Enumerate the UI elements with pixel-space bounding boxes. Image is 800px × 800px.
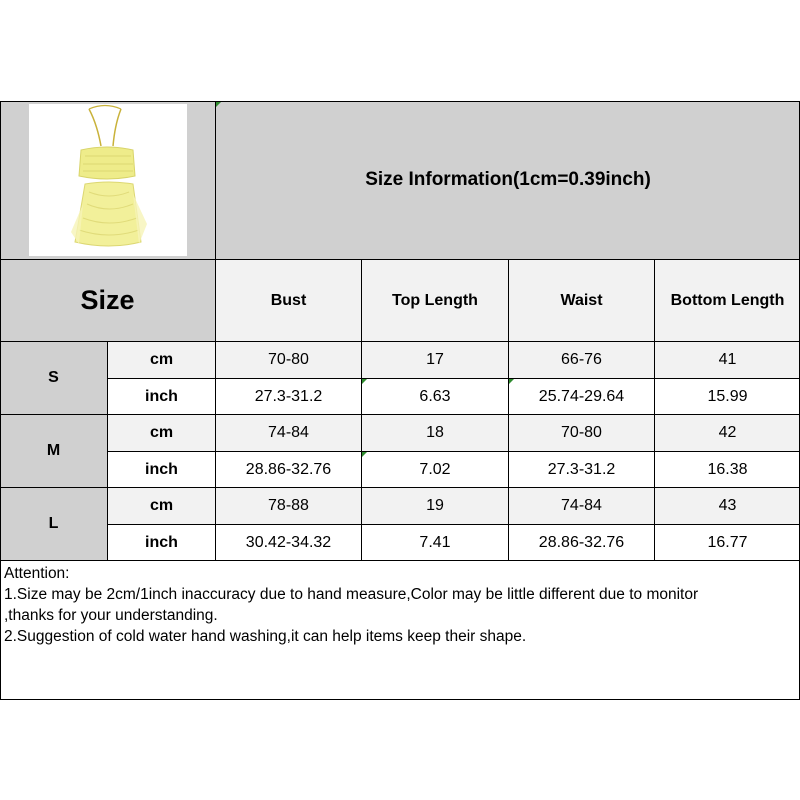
table-cell: 16.38	[655, 452, 800, 487]
column-header-bottom-length: Bottom Length	[655, 260, 800, 341]
table-cell: 28.86-32.76	[216, 452, 361, 487]
product-image	[29, 104, 187, 256]
attention-notes	[4, 563, 698, 647]
cell-marker	[362, 379, 367, 384]
table-border	[654, 259, 655, 561]
table-cell: 7.41	[362, 525, 508, 560]
table-cell: 7.02	[362, 452, 508, 487]
table-cell: 66-76	[509, 342, 654, 378]
table-border	[215, 101, 216, 561]
table-border	[108, 524, 800, 525]
unit-label: inch	[108, 452, 215, 487]
notes-heading: Attention:	[4, 565, 70, 582]
column-header-waist: Waist	[509, 260, 654, 341]
table-border	[0, 259, 800, 260]
table-cell: 74-84	[509, 488, 654, 524]
table-cell: 70-80	[216, 342, 361, 378]
table-border	[0, 560, 800, 561]
unit-label: inch	[108, 525, 215, 560]
notes-line-1b: ,thanks for your understanding.	[4, 607, 218, 624]
unit-label: cm	[108, 342, 215, 378]
table-cell: 41	[655, 342, 800, 378]
table-border	[0, 101, 1, 700]
cell-marker	[362, 452, 367, 457]
table-border	[0, 414, 800, 415]
table-cell: 6.63	[362, 379, 508, 414]
table-cell: 30.42-34.32	[216, 525, 361, 560]
unit-label: cm	[108, 415, 215, 451]
cell-marker	[509, 379, 514, 384]
table-border	[0, 341, 800, 342]
notes-line-2: 2.Suggestion of cold water hand washing,it can help items keep their shape.	[4, 628, 527, 645]
notes-line-1: 1.Size may be 2cm/1inch inaccuracy due to hand measure,Color may be little different due to monitor	[4, 586, 699, 603]
size-column-header: Size	[0, 260, 215, 341]
column-header-top-length: Top Length	[362, 260, 508, 341]
table-border	[108, 378, 800, 379]
table-border	[361, 259, 362, 561]
table-cell: 27.3-31.2	[509, 452, 654, 487]
table-cell: 25.74-29.64	[509, 379, 654, 414]
table-border	[107, 341, 108, 561]
unit-label: inch	[108, 379, 215, 414]
table-cell: 19	[362, 488, 508, 524]
table-border	[0, 101, 800, 102]
table-cell: 17	[362, 342, 508, 378]
column-header-bust: Bust	[216, 260, 361, 341]
table-border	[0, 699, 800, 700]
table-border	[108, 451, 800, 452]
table-cell: 15.99	[655, 379, 800, 414]
table-cell: 42	[655, 415, 800, 451]
table-cell: 78-88	[216, 488, 361, 524]
size-label-m: M	[0, 415, 107, 487]
table-border	[0, 487, 800, 488]
size-label-l: L	[0, 488, 107, 560]
size-label-s: S	[0, 342, 107, 414]
table-cell: 27.3-31.2	[216, 379, 361, 414]
table-cell: 16.77	[655, 525, 800, 560]
cell-marker	[216, 102, 221, 107]
product-illustration	[29, 104, 187, 256]
page-title: Size Information(1cm=0.39inch)	[365, 169, 651, 190]
unit-label: cm	[108, 488, 215, 524]
table-border	[508, 259, 509, 561]
table-cell: 70-80	[509, 415, 654, 451]
table-cell: 18	[362, 415, 508, 451]
table-cell: 74-84	[216, 415, 361, 451]
table-cell: 43	[655, 488, 800, 524]
table-cell: 28.86-32.76	[509, 525, 654, 560]
